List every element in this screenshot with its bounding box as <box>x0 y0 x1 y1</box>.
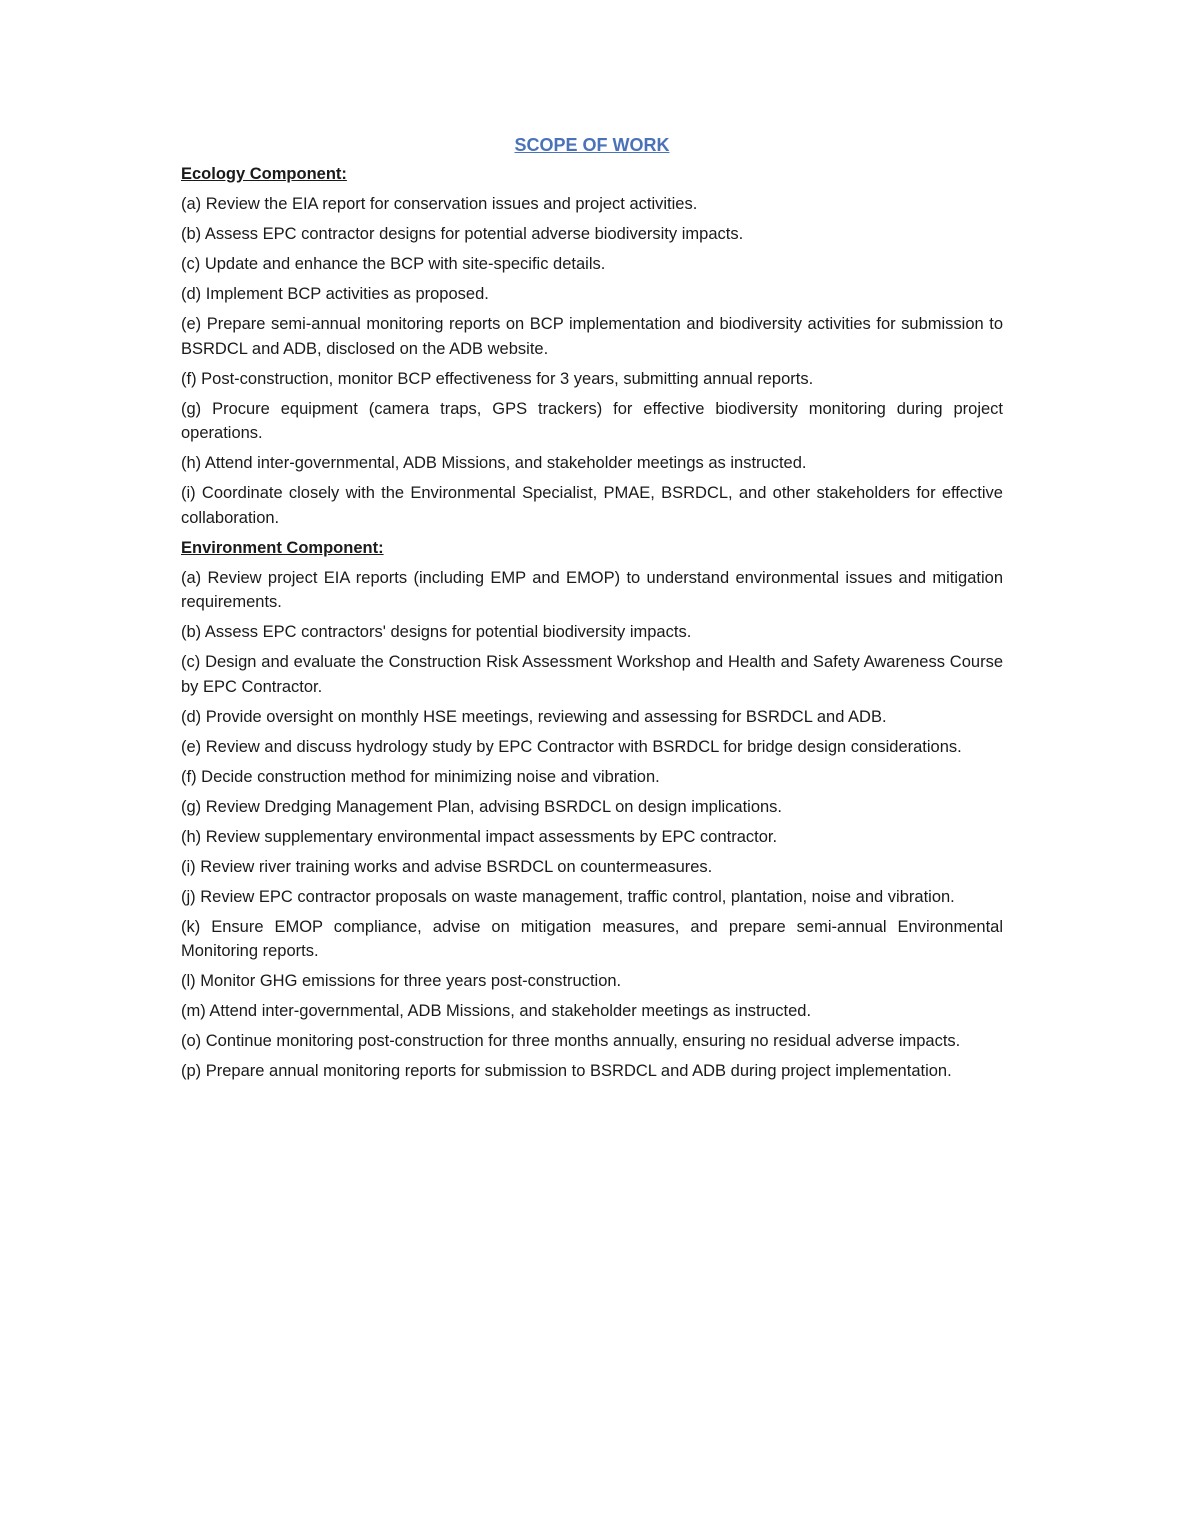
ecology-item-e: (e) Prepare semi-annual monitoring reports on BCP implementation and biodiversity activities for submission to BSRDCL and ADB, disclosed on the ADB website. <box>181 315 1003 358</box>
document-title: SCOPE OF WORK <box>514 135 670 155</box>
ecology-item-b: (b) Assess EPC contractor designs for potential adverse biodiversity impacts. <box>181 225 744 243</box>
environment-section <box>181 536 1003 1084</box>
environment-item-p: (p) Prepare annual monitoring reports for submission to BSRDCL and ADB during project implementation. <box>181 1062 952 1080</box>
environment-item-l: (l) Monitor GHG emissions for three years post-construction. <box>181 972 622 990</box>
environment-item-a: (a) Review project EIA reports (including EMP and EMOP) to understand environmental issues and mitigation requirements. <box>181 568 1003 611</box>
environment-item-c: (c) Design and evaluate the Construction Risk Assessment Workshop and Health and Safety Awareness Course by EPC Contractor. <box>181 653 1003 696</box>
ecology-heading: Ecology Component: <box>181 165 347 183</box>
environment-item-f: (f) Decide construction method for minimizing noise and vibration. <box>181 767 660 786</box>
environment-item-b: (b) Assess EPC contractors' designs for potential biodiversity impacts. <box>181 623 692 641</box>
document-page <box>181 132 1003 1089</box>
environment-item-d: (d) Provide oversight on monthly HSE meetings, reviewing and assessing for BSRDCL and ADB. <box>181 707 887 726</box>
environment-item-o: (o) Continue monitoring post-construction for three months annually, ensuring no residual adverse impacts. <box>181 1032 961 1050</box>
ecology-item-f: (f) Post-construction, monitor BCP effectiveness for 3 years, submitting annual reports. <box>181 369 814 388</box>
ecology-section <box>181 162 1003 530</box>
ecology-item-g: (g) Procure equipment (camera traps, GPS trackers) for effective biodiversity monitoring during project operations. <box>181 399 1003 442</box>
ecology-item-c: (c) Update and enhance the BCP with site-specific details. <box>181 255 606 273</box>
environment-item-j: (j) Review EPC contractor proposals on waste management, traffic control, plantation, noise and vibration. <box>181 887 955 906</box>
environment-heading: Environment Component: <box>181 538 384 557</box>
ecology-item-a: (a) Review the EIA report for conservation issues and project activities. <box>181 195 698 213</box>
environment-item-m: (m) Attend inter-governmental, ADB Missions, and stakeholder meetings as instructed. <box>181 1002 812 1020</box>
environment-item-i: (i) Review river training works and advise BSRDCL on countermeasures. <box>181 857 713 876</box>
ecology-item-d: (d) Implement BCP activities as proposed. <box>181 285 489 303</box>
environment-item-g: (g) Review Dredging Management Plan, advising BSRDCL on design implications. <box>181 797 783 816</box>
environment-item-e: (e) Review and discuss hydrology study by EPC Contractor with BSRDCL for bridge design considerations. <box>181 737 962 756</box>
ecology-item-i: (i) Coordinate closely with the Environmental Specialist, PMAE, BSRDCL, and other stakeholders for effective collaboration. <box>181 484 1003 527</box>
environment-item-h: (h) Review supplementary environmental impact assessments by EPC contractor. <box>181 827 778 846</box>
ecology-item-h: (h) Attend inter-governmental, ADB Missions, and stakeholder meetings as instructed. <box>181 454 807 472</box>
environment-item-k: (k) Ensure EMOP compliance, advise on mitigation measures, and prepare semi-annual Environmental Monitoring reports. <box>181 917 1003 960</box>
